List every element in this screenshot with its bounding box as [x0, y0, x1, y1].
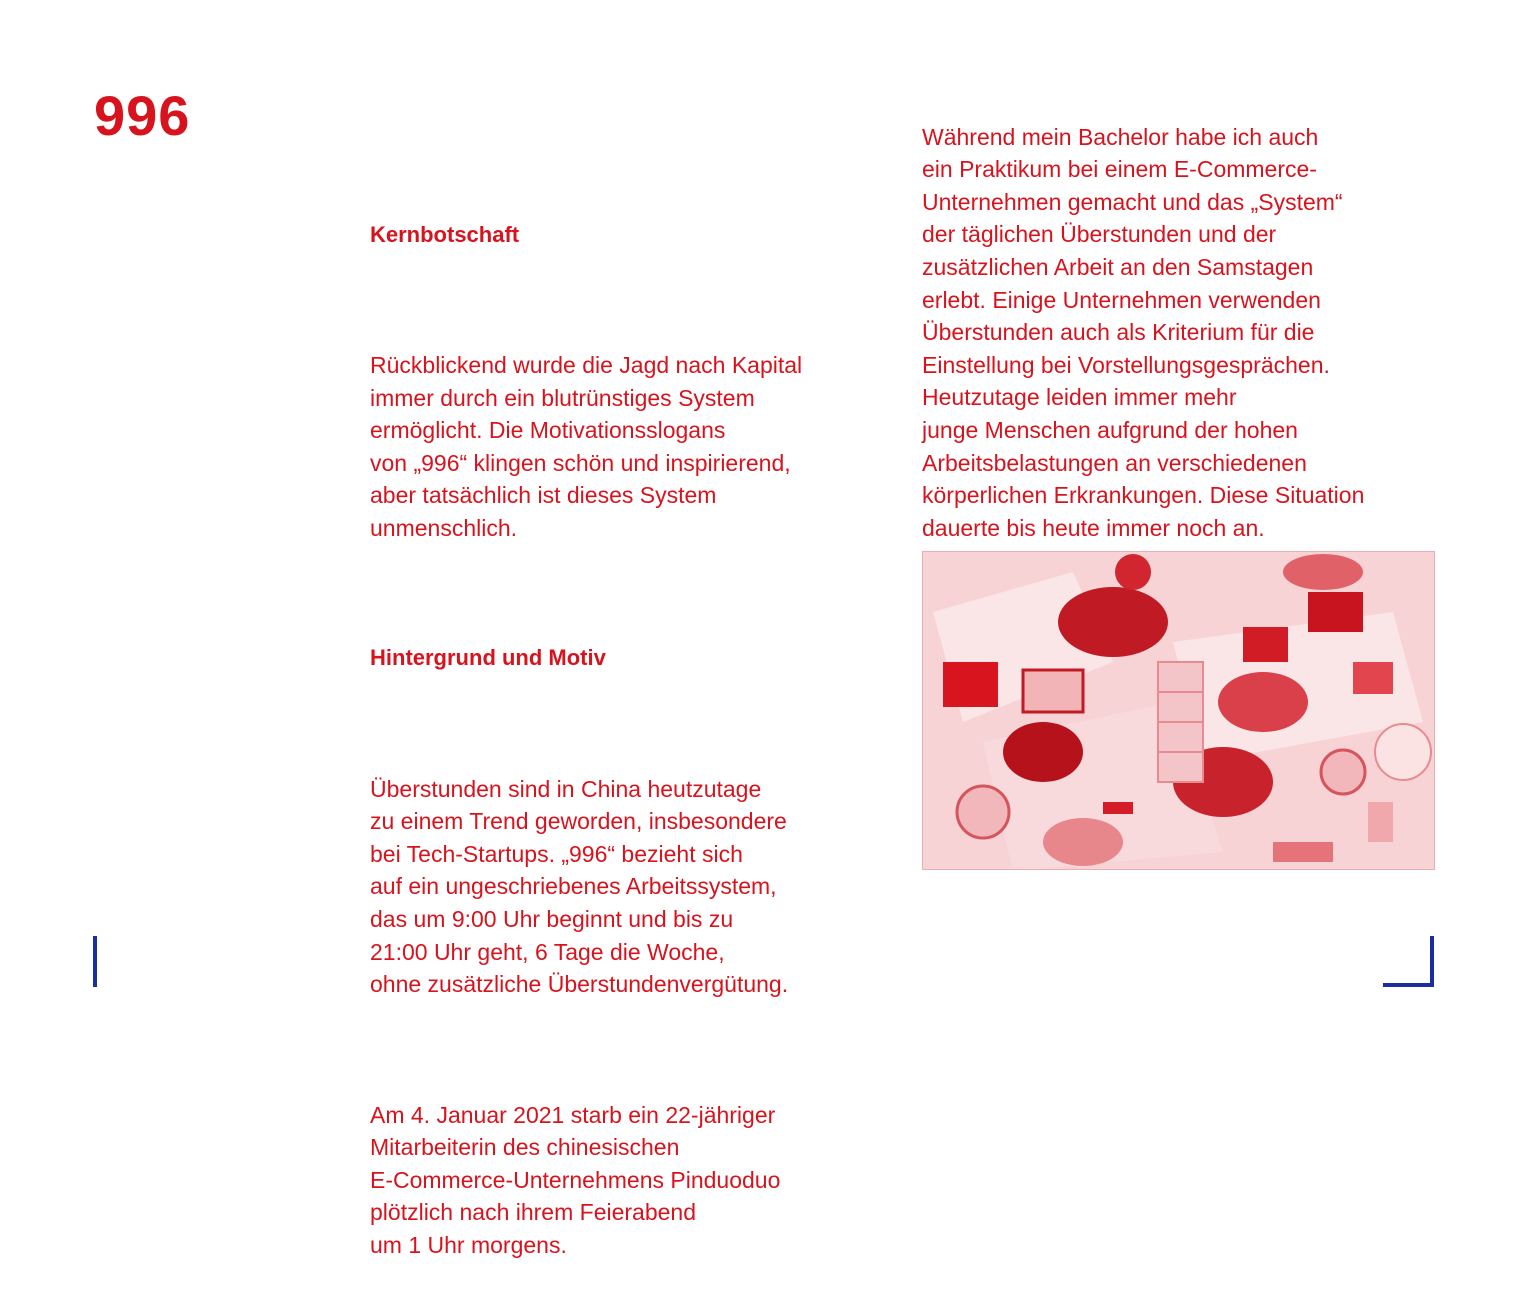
paragraph-pinduoduo: Am 4. Januar 2021 starb ein 22-jähriger Mitarbeiterin des chinesischen E-Commerce-Unternehmens Pinduoduo plötzlich nach ihrem Feierabend um 1 Uhr morgens. — [370, 1101, 781, 1258]
paragraph-kernbotschaft: Rückblickend wurde die Jagd nach Kapital immer durch ein blutrünstiges System ermöglicht. Die Motivationsslogans von „996“ klingen schön und inspirierend, aber tatsächlich ist dieses System unmenschlich. — [370, 351, 803, 541]
heading-hintergrund: Hintergrund und Motiv — [370, 645, 606, 671]
paragraph-hintergrund: Überstunden sind in China heutzutage zu einem Trend geworden, insbesondere bei Tech-Startups. „996“ bezieht sich auf ein ungeschriebenes Arbeitssystem, das um 9:00 Uhr beginnt und bis zu 21:00 Uhr geht, 6 Tage die Woche, ohne zusätzliche Überstundenvergütung. — [370, 775, 789, 998]
page-title: 996 — [94, 84, 191, 147]
office-photo — [922, 551, 1435, 870]
right-column — [922, 88, 1482, 577]
office-photo-illustration — [923, 552, 1435, 870]
paragraph-praktikum: Während mein Bachelor habe ich auch ein Praktikum bei einem E-Commerce- Unternehmen gemacht und das „System“ der täglichen Überstunden und der zusätzlichen Arbeit an den Samstagen erlebt. Einige Unternehmen verwenden Überstunden auch als Kriterium für die Einstellung bei Vorstellungsgesprächen. Heutzutage leiden immer mehr junge Menschen aufgrund der hohen Arbeitsbelastungen an verschiedenen körperlichen Erkrankungen. Diese Situation dauerte bis heute immer noch an. — [922, 123, 1365, 541]
left-column — [370, 186, 890, 1294]
corner-mark-right — [1383, 936, 1434, 987]
corner-mark-left — [93, 936, 97, 987]
heading-kernbotschaft: Kernbotschaft — [370, 221, 520, 247]
